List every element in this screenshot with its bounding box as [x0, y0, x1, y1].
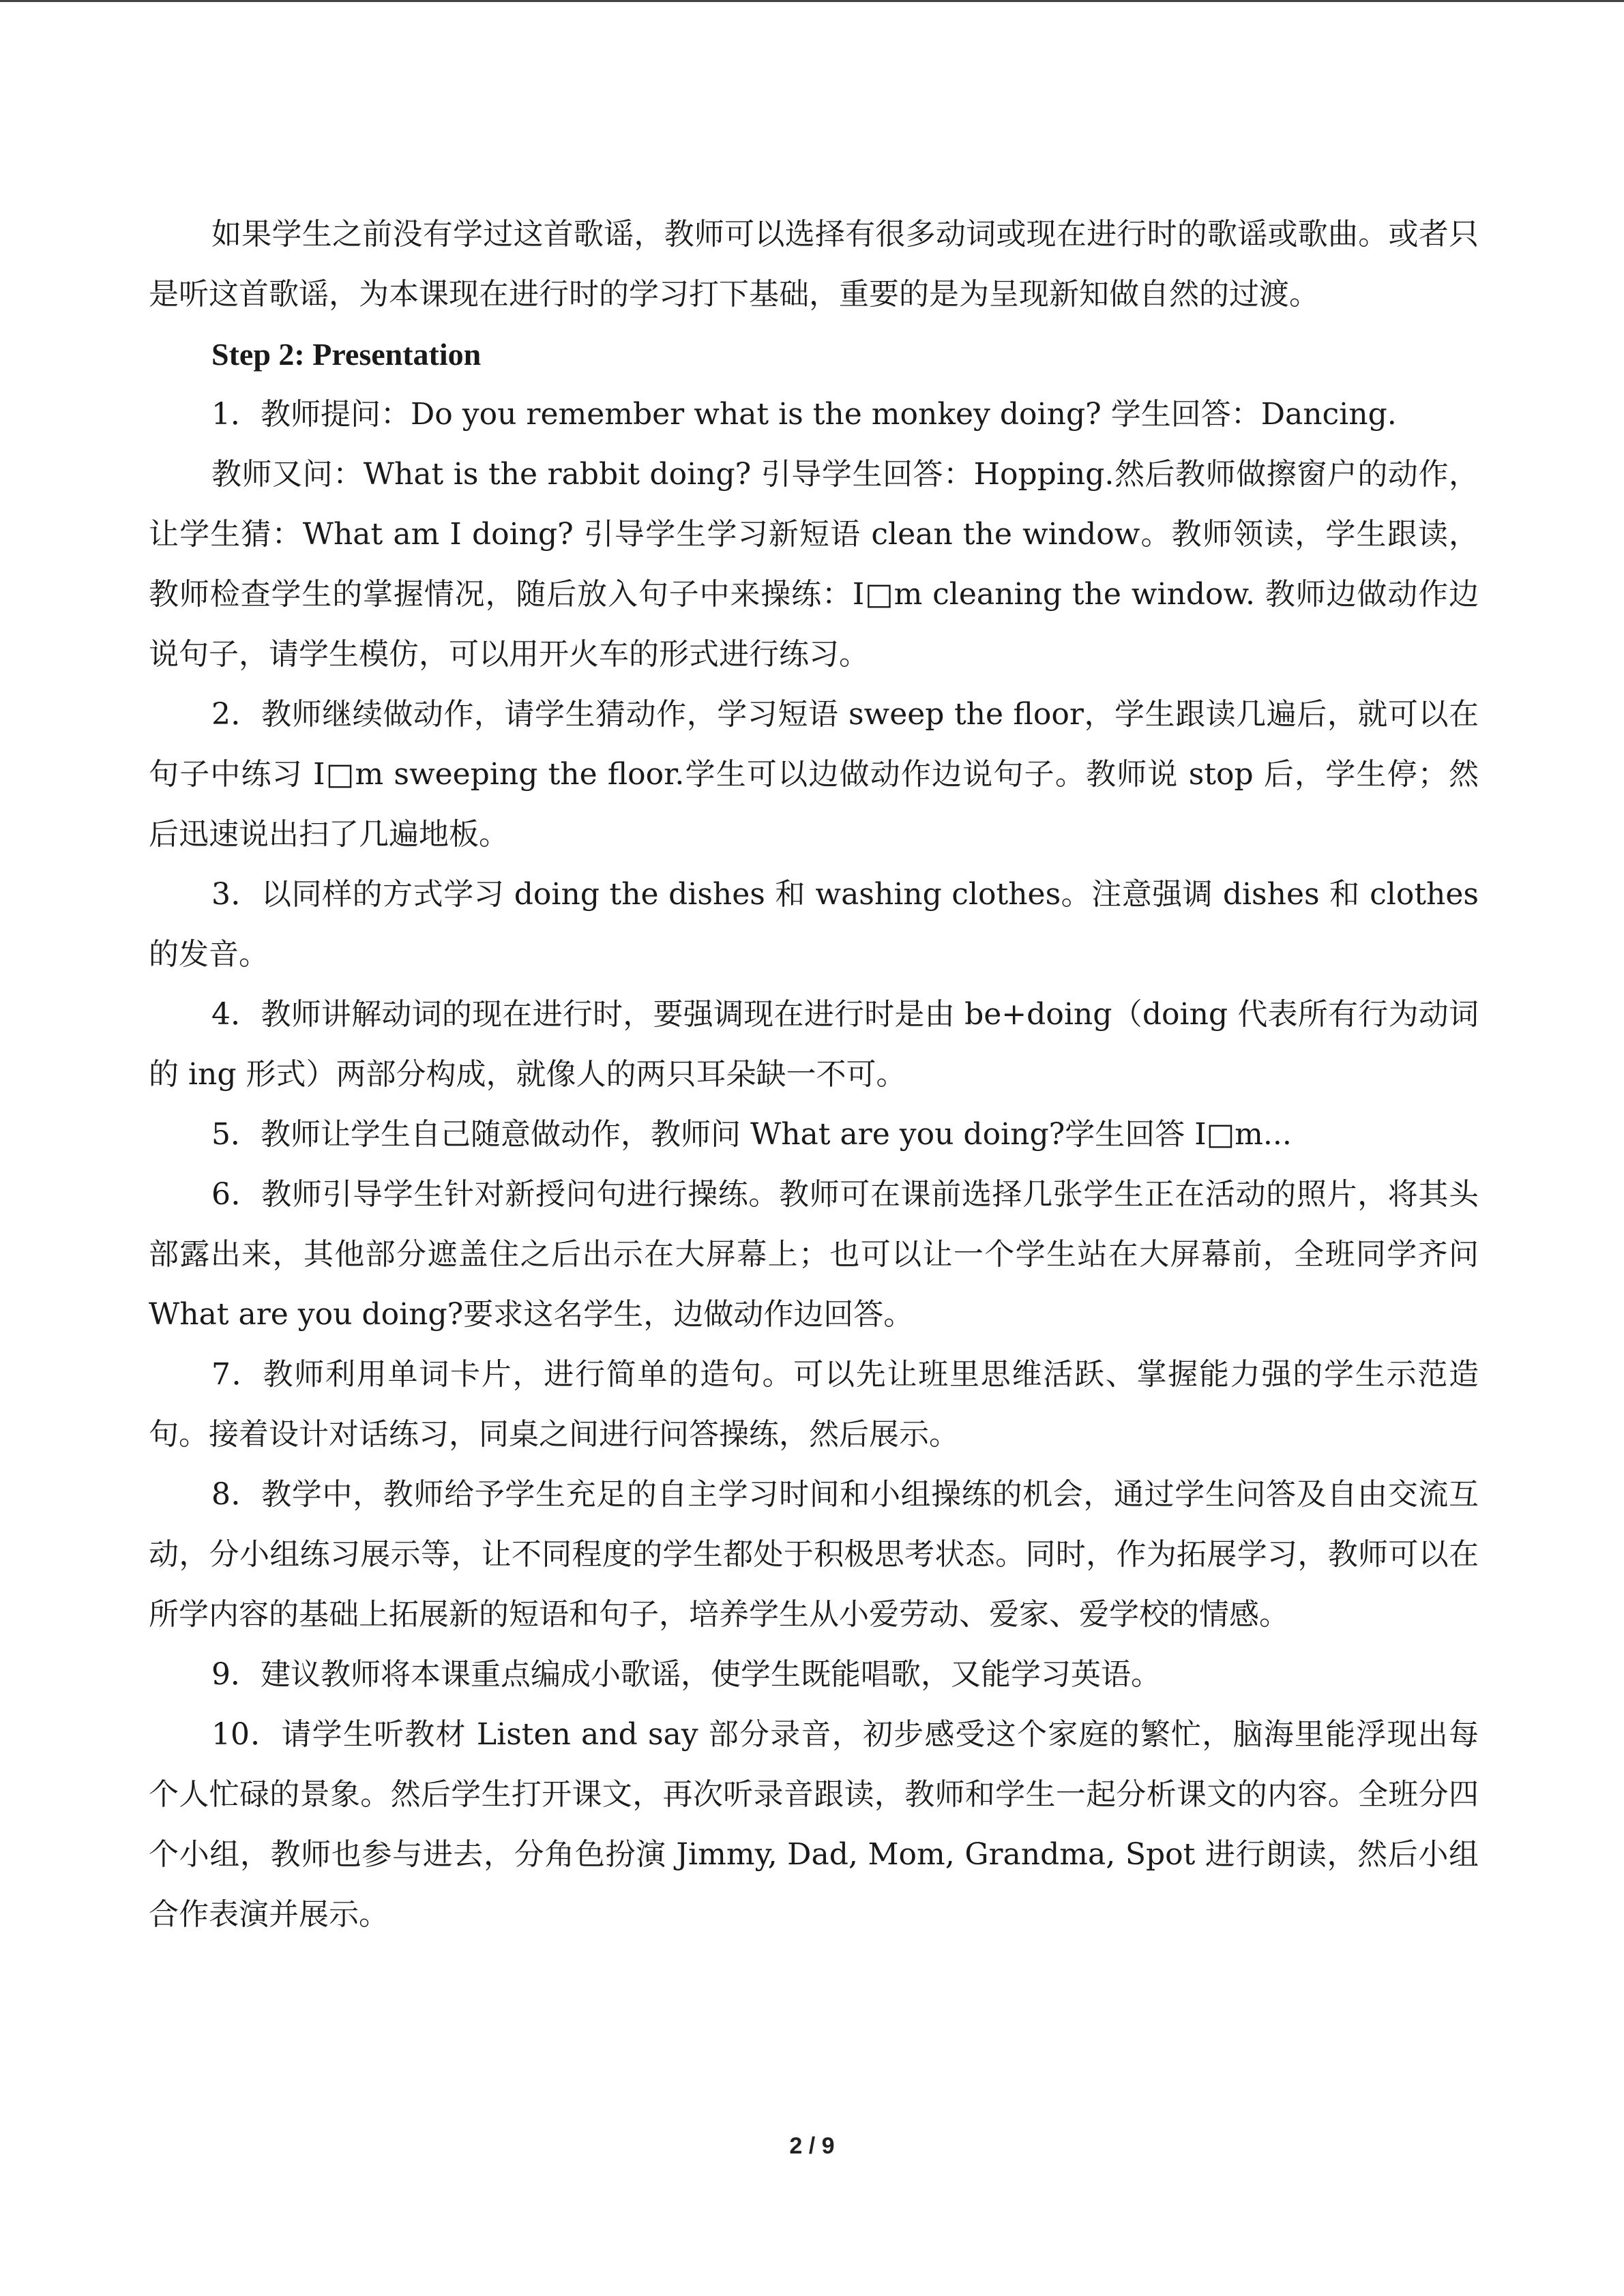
paragraph-item-8: 8．教学中，教师给予学生充足的自主学习时间和小组操练的机会，通过学生问答及自由交流互动，分小组练习展示等，让不同程度的学生都处于积极思考状态。同时，作为拓展学习，教师可以在所学内容的基础上拓展新的短语和句子，培养学生从小爱劳动、爱家、爱学校的情感。	[149, 1477, 1479, 1632]
paragraph-item-3: 3．以同样的方式学习 doing the dishes 和 washing clothes。注意强调 dishes 和 clothes 的发音。	[149, 877, 1479, 972]
paragraph-intro: 如果学生之前没有学过这首歌谣，教师可以选择有很多动词或现在进行时的歌谣或歌曲。或者只是听这首歌谣，为本课现在进行时的学习打下基础，重要的是为呈现新知做自然的过渡。	[149, 217, 1479, 312]
page-number: 2 / 9	[789, 2133, 835, 2159]
document-body	[149, 205, 1479, 1945]
paragraph-item-10: 10．请学生听教材 Listen and say 部分录音，初步感受这个家庭的繁忙，脑海里能浮现出每个人忙碌的景象。然后学生打开课文，再次听录音跟读，教师和学生一起分析课文的内容。全班分四个小组，教师也参与进去，分角色扮演 Jimmy, Dad, Mom, Grandma, Spot 进行朗读，然后小组合作表演并展示。	[149, 1717, 1479, 1932]
paragraph-item-9: 9．建议教师将本课重点编成小歌谣，使学生既能唱歌，又能学习英语。	[211, 1657, 1161, 1692]
paragraph-item-6: 6．教师引导学生针对新授问句进行操练。教师可在课前选择几张学生正在活动的照片，将其头部露出来，其他部分遮盖住之后出示在大屏幕上；也可以让一个学生站在大屏幕前，全班同学齐问 What are you doing?要求这名学生，边做动作边回答。	[149, 1177, 1479, 1332]
paragraph-item-5: 5．教师让学生自己随意做动作，教师问 What are you doing?学生回答 I□m...	[211, 1117, 1292, 1152]
paragraph-item-1: 1．教师提问：Do you remember what is the monkey doing? 学生回答：Dancing.	[211, 397, 1397, 432]
section-heading-step2: Step 2: Presentation	[211, 337, 482, 372]
top-border-line	[0, 0, 1624, 2]
paragraph-item-2: 2．教师继续做动作，请学生猜动作，学习短语 sweep the floor，学生跟读几遍后，就可以在句子中练习 I□m sweeping the floor.学生可以边做动作边说句子。教师说 stop 后，学生停；然后迅速说出扫了几遍地板。	[149, 697, 1479, 852]
paragraph-item-4: 4．教师讲解动词的现在进行时，要强调现在进行时是由 be+doing（doing 代表所有行为动词的 ing 形式）两部分构成，就像人的两只耳朵缺一不可。	[149, 997, 1479, 1092]
paragraph-item-1-continued: 教师又问：What is the rabbit doing? 引导学生回答：Hopping.然后教师做擦窗户的动作，让学生猜：What am I doing? 引导学生学习新短语 clean the window。教师领读，学生跟读，教师检查学生的掌握情况，随后放入句子中来操练：I□m cleaning the window. 教师边做动作边说句子，请学生模仿，可以用开火车的形式进行练习。	[149, 457, 1479, 672]
paragraph-item-7: 7．教师利用单词卡片，进行简单的造句。可以先让班里思维活跃、掌握能力强的学生示范造句。接着设计对话练习，同桌之间进行问答操练，然后展示。	[149, 1357, 1479, 1452]
